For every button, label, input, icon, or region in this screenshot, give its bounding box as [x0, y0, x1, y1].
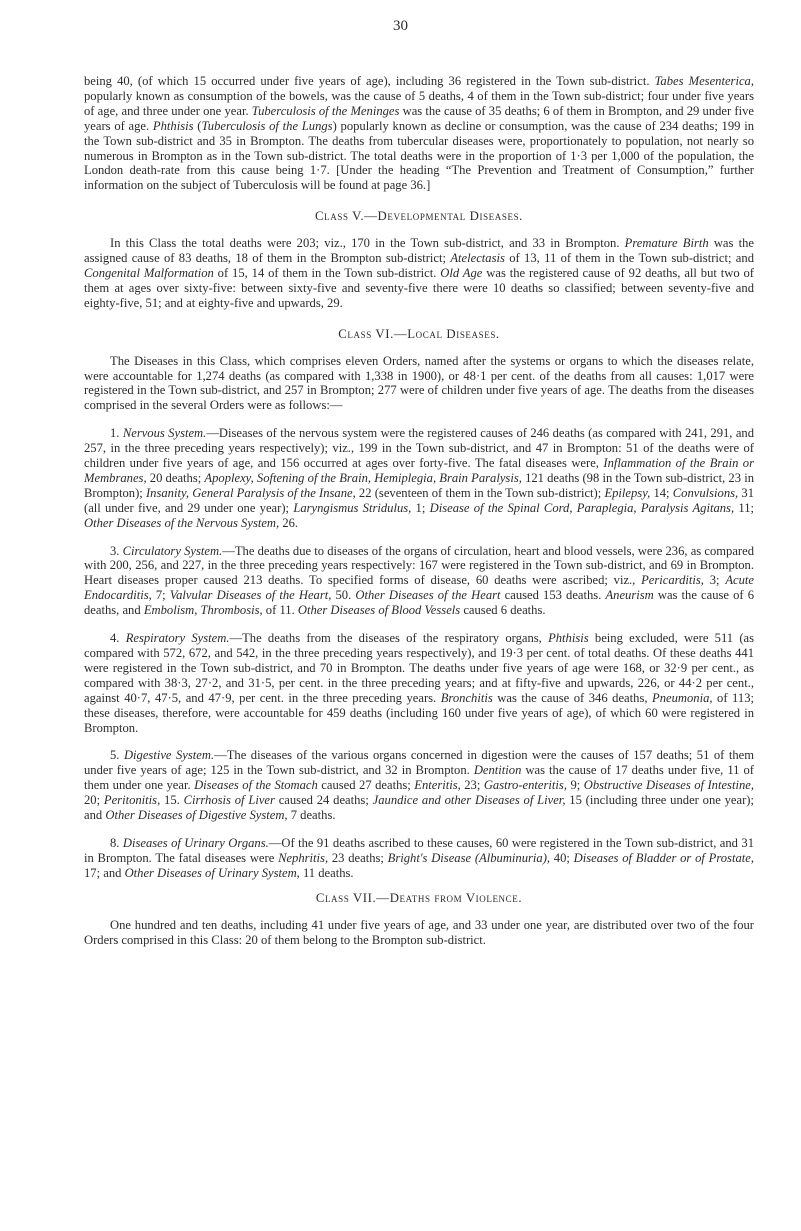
digestive-system-paragraph: 5. Digestive System.—The diseases of the various organs concerned in digestion were the causes of 157 deaths; 51 of them under five years of age; 125 in the Town sub-district, and 32 in Brompton. Dentition was the cause of 17 deaths under five, 11 of them under one year. Diseases of the Stomach caused 27 deaths; Enteritis, 23; Gastro-enteritis, 9; Obstructive Diseases of Intestine, 20; Peritonitis, 15. Cirrhosis of Liver caused 24 deaths; Jaundice and other Diseases of Liver, 15 (including three under one year); and Other Diseases of Digestive System, 7 deaths. [84, 748, 755, 823]
nervous-system-paragraph: 1. Nervous System.—Diseases of the nervous system were the registered causes of 246 deaths (as compared with 241, 291, and 257, in the three preceding years respectively); viz., 199 in the Town sub-district, and 47 in Brompton: 51 of the deaths were of children under five years of age, and 156 occurred at ages over forty-five. The fatal diseases were, Inflammation of the Brain or Membranes, 20 deaths; Apoplexy, Softening of the Brain, Hemiplegia, Brain Paralysis, 121 deaths (98 in the Town sub-district, 23 in Brompton); Insanity, General Paralysis of the Insane, 22 (seventeen of them in the Town sub-district); Epilepsy, 14; Convulsions, 31 (all under five, and 29 under one year); Laryngismus Stridulus, 1; Disease of the Spinal Cord, Paraplegia, Paralysis Agitans, 11; Other Diseases of the Nervous System, 26. [84, 426, 755, 530]
class-vi-heading: Class VI.—Local Diseases. [338, 326, 500, 341]
class-v-heading: Class V.—Developmental Diseases. [315, 209, 523, 224]
class-vi-intro-paragraph: The Diseases in this Class, which comprises eleven Orders, named after the systems or organs to which the diseases relate, were accountable for 1,274 deaths (as compared with 1,338 in 1900), or 48·1 per cent. of the deaths from all causes: 1,017 were registered in the Town sub-district, and 257 in Brompton; 277 were of children under five years of age. The deaths from the diseases comprised in the several Orders were as follows:— [84, 353, 754, 413]
class-v-paragraph: In this Class the total deaths were 203; viz., 170 in the Town sub-district, and 33 in Brompton. Premature Birth was the assigned cause of 83 deaths, 18 of them in the Brompton sub-district; Atelectasis of 13, 11 of them in the Town sub-district; and Congenital Malformation of 15, 14 of them in the Town sub-district. Old Age was the registered cause of 92 deaths, all but two of them at ages over sixty-five: between sixty-five and seventy-five there were 10 deaths so classified; between seventy-five and eighty-five, 51; and at eighty-five and upwards, 29. [84, 236, 754, 310]
class-vii-heading: Class VII.—Deaths from Violence. [315, 890, 523, 905]
respiratory-system-paragraph: 4. Respiratory System.—The deaths from the diseases of the respiratory organs, Phthisis being excluded, were 511 (as compared with 572, 672, and 542, in the three preceding years respectively), and 19·3 per cent. of total deaths. Of these deaths 441 were registered in the Town sub-district, and 70 in Brompton. The deaths under five years of age were 168, or 32·9 per cent., as compared with 38·3, 27·2, and 31·5, per cent. in the three preceding years; and at fifty-five and upwards, 226, or 44·2 per cent., against 40·7, 47·5, and 47·9, per cent. in the three preceding years. Bronchitis was the cause of 346 deaths, Pneumonia, of 113; these diseases, therefore, were accountable for 459 deaths (including 160 under five years of age), of which 60 were registered in Brompton. [84, 631, 755, 735]
class-vii-paragraph: One hundred and ten deaths, including 41 under five years of age, and 33 under one year, are distributed over two of the four Orders comprised in this Class: 20 of them belong to the Brompton sub-district. [84, 917, 754, 947]
circulatory-system-paragraph: 3. Circulatory System.—The deaths due to diseases of the organs of circulation, heart and blood vessels, were 236, as compared with 200, 256, and 227, in the three preceding years respectively: 167 were registered in the Town sub-district, and 69 in Brompton. Heart diseases proper caused 213 deaths. To specified forms of disease, 60 deaths were ascribed; viz., Pericarditis, 3; Acute Endocarditis, 7; Valvular Diseases of the Heart, 50. Other Diseases of the Heart caused 153 deaths. Aneurism was the cause of 6 deaths, and Embolism, Thrombosis, of 11. Other Diseases of Blood Vessels caused 6 deaths. [84, 543, 755, 618]
urinary-organs-paragraph: 8. Diseases of Urinary Organs.—Of the 91 deaths ascribed to these causes, 60 were registered in the Town sub-district, and 31 in Brompton. The fatal diseases were Nephritis, 23 deaths; Bright's Disease (Albuminuria), 40; Diseases of Bladder or of Prostate, 17; and Other Diseases of Urinary System, 11 deaths. [84, 835, 754, 880]
page-body [84, 74, 754, 947]
tuberculosis-paragraph: being 40, (of which 15 occurred under five years of age), including 36 registered in the Town sub-district. Tabes Mesenterica, popularly known as consumption of the bowels, was the cause of 5 deaths, 4 of them in the Town sub-district; four under five years of age, and three under one year. Tuberculosis of the Meninges was the cause of 35 deaths; 6 of them in Brompton, and 29 under five years of age. Phthisis (Tuberculosis of the Lungs) popularly known as decline or consumption, was the cause of 234 deaths; 199 in the Town sub-district and 35 in Brompton. The deaths from tubercular diseases were, proportionately to population, not nearly so numerous in Brompton as in the Town sub-district. The total deaths were in the proportion of 1·3 per 1,000 of the population, the London death-rate from this cause being 1·7. [Under the heading “The Prevention and Treatment of Consumption,” further information on the subject of Tuberculosis will be found at page 36.] [84, 74, 754, 193]
page-number: 30 [393, 18, 408, 34]
